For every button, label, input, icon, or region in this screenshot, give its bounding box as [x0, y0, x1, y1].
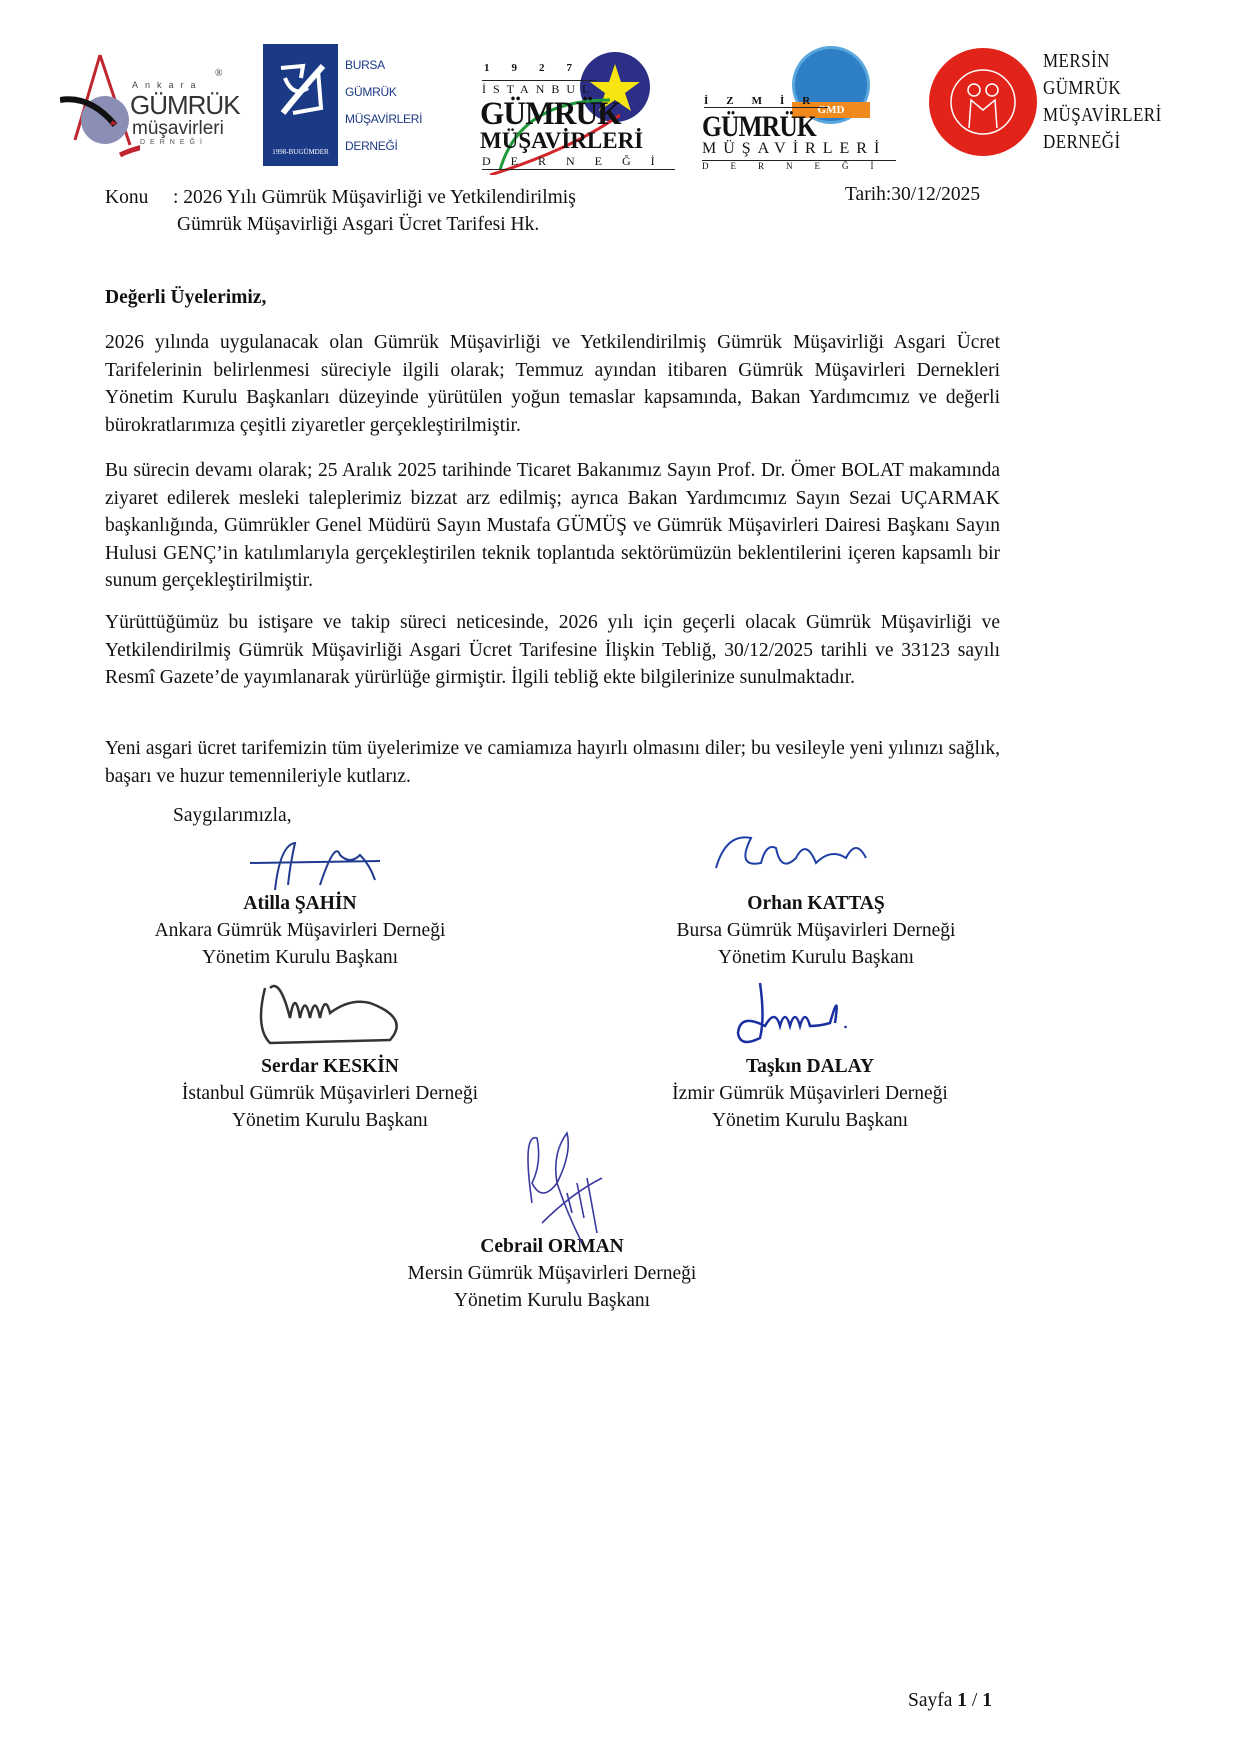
bursa-line: MÜŞAVİRLERİ [345, 112, 423, 126]
signature-scribble-icon [240, 835, 400, 895]
page-number [908, 1690, 992, 1712]
ankara-musavirleri-text: müşavirleri [132, 118, 224, 139]
istanbul-city-text: İSTANBUL [482, 82, 597, 96]
istanbul-year-text: 1927 [484, 62, 594, 74]
signatory-organization: Mersin Gümrük Müşavirleri Derneği [407, 1263, 697, 1284]
signatory-organization: İzmir Gümrük Müşavirleri Derneği [672, 1083, 948, 1104]
signature-scribble-icon [512, 1123, 622, 1263]
signatory-title: Yönetim Kurulu Başkanı [201, 947, 399, 968]
istanbul-gumruk-text: GÜMRÜK [480, 96, 621, 132]
signature-scribble-icon [250, 968, 410, 1053]
ankara-dernegi-text: DERNEĞİ [140, 139, 207, 146]
ankara-globe-icon [60, 50, 140, 160]
signature-scribble-icon [730, 978, 870, 1053]
letter-date: Tarih:30/12/2025 [845, 184, 981, 205]
signature-block [630, 1053, 990, 1134]
mersin-line: GÜMRÜK [1043, 77, 1122, 99]
subject-block [105, 184, 576, 238]
ankara-association-logo [60, 40, 240, 170]
body-paragraph: Yürüttüğümüz bu istişare ve takip süreci neticesinde, 2026 yılı için geçerli olacak Gümrük Müşavirliği ve Yetkilendirilmiş Gümrük Müşavirliği Asgari Ücret Tarifesine İlişkin Tebliğ, 30/12/2025 tarihli ve 33123 sayılı Resmî Gazete’de yayımlanarak yürürlüğe girmiştir. İlgili tebliğ ekte bilgilerinize sunulmaktadır. [105, 612, 1000, 688]
closing-text: Saygılarımızla, [173, 805, 292, 826]
signatory-name: Serdar KESKİN [261, 1056, 399, 1077]
bursa-line: BURSA [345, 58, 385, 72]
signatory-name: Orhan KATTAŞ [747, 893, 885, 914]
izmir-dernegi-text: DERNEĞİ [702, 161, 896, 171]
mersin-association-logo [925, 40, 1162, 170]
istanbul-association-logo [480, 40, 680, 170]
mersin-line: MÜŞAVİRLERİ [1043, 104, 1162, 126]
signatory-organization: Bursa Gümrük Müşavirleri Derneği [676, 920, 956, 941]
signatory-title: Yönetim Kurulu Başkanı [717, 947, 915, 968]
subject-line-2: Gümrük Müşavirliği Asgari Ücret Tarifesi Hk. [177, 214, 540, 235]
body-paragraph: Yeni asgari ücret tarifemizin tüm üyelerimize ve camiamıza hayırlı olmasını diler; bu vesileyle yeni yılınızı sağlık, başarı ve huzur temennileriyle kutlarız. [105, 738, 1000, 787]
signatory-organization: İstanbul Gümrük Müşavirleri Derneği [181, 1083, 479, 1104]
istanbul-musavirleri-text: MÜŞAVİRLERİ [480, 128, 644, 153]
subject-line-1: : 2026 Yılı Gümrük Müşavirliği ve Yetkilendirilmiş [173, 187, 576, 208]
page-current: 1 [957, 1690, 968, 1711]
signatory-title: Yönetim Kurulu Başkanı [453, 1290, 651, 1311]
signature-block [372, 1233, 732, 1314]
izmir-musavirleri-text: MÜŞAVİRLERİ [702, 140, 887, 157]
signature-block [120, 890, 480, 971]
page-separator: / [971, 1690, 978, 1711]
ankara-gumruk-text: GÜMRÜK [130, 90, 240, 120]
mersin-seal-icon [929, 48, 1037, 156]
bursa-association-logo [263, 40, 423, 170]
signature-scribble-icon [706, 828, 876, 888]
signatory-name: Cebrail ORMAN [480, 1236, 624, 1257]
bursa-line: DERNEĞİ [345, 139, 398, 153]
registered-mark: ® [215, 68, 223, 79]
mersin-line: DERNEĞİ [1043, 131, 1121, 153]
signatory-title: Yönetim Kurulu Başkanı [711, 1110, 909, 1131]
izmir-gumruk-text: GÜMRÜK [702, 110, 816, 143]
body-paragraph: 2026 yılında uygulanacak olan Gümrük Müşavirliği ve Yetkilendirilmiş Gümrük Müşavirliği Asgari Ücret Tarifelerinin belirlenmesi süreciyle ilgili olarak; Temmuz ayından itibaren Gümrük Müşavirleri Dernekleri Yönetim Kurulu Başkanları düzeyinde yürütülen yoğun temaslar kapsamında, Bakan Yardımcımız ve değerli bürokratlarımıza çeşitli ziyaretler gerçekleştirilmiştir. [105, 332, 1000, 436]
signature-block [636, 890, 996, 971]
bursa-emblem-icon [273, 58, 328, 123]
bursa-logo-box [263, 44, 338, 166]
signatory-organization: Ankara Gümrük Müşavirleri Derneği [154, 920, 446, 941]
page-label: Sayfa [908, 1690, 953, 1711]
bursa-year-text: 1998-BUGÜMDER [272, 148, 329, 156]
ankara-city-text: Ankara [132, 80, 203, 90]
izmir-association-logo [700, 40, 896, 171]
subject-label: Konu [105, 187, 149, 208]
page-total: 1 [982, 1690, 992, 1711]
bursa-line: GÜMRÜK [345, 85, 397, 99]
signature-block [150, 1053, 510, 1134]
signatory-name: Taşkın DALAY [745, 1056, 875, 1077]
mersin-line: MERSİN [1043, 50, 1110, 72]
izmir-city-text: İZMİR [704, 95, 829, 107]
salutation: Değerli Üyelerimiz, [105, 287, 267, 308]
body-paragraph: Bu sürecin devamı olarak; 25 Aralık 2025 tarihinde Ticaret Bakanımız Sayın Prof. Dr. Ömer BOLAT makamında ziyaret edilerek mesleki taleplerimiz bizzat arz edilmiş; ayrıca Bakan Yardımcımız Sayın Sezai UÇARMAK başkanlığında, Gümrükler Genel Müdürü Sayın Mustafa GÜMÜŞ ve Gümrük Müşavirleri Dairesi Başkanı Sayın Hulusi GENÇ’in katılımlarıyla gerçekleştirilen teknik toplantıda sektörümüzün beklentilerini içeren kapsamlı bir sunum gerçekleştirilmiştir. [105, 460, 1000, 591]
istanbul-dernegi-text: DERNEĞİ [482, 154, 675, 168]
signatory-title: Yönetim Kurulu Başkanı [231, 1110, 429, 1131]
signatory-name: Atilla ŞAHİN [243, 893, 357, 914]
izmir-gmd-badge: GMD [792, 102, 870, 118]
